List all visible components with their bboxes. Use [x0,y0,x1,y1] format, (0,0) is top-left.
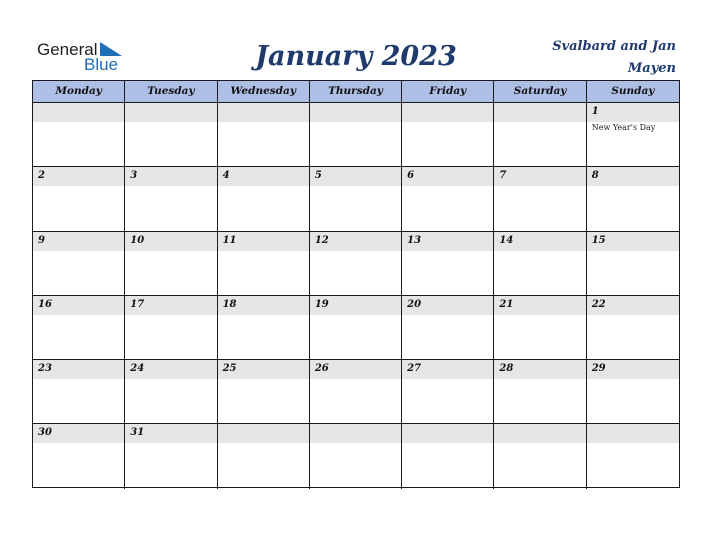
day-number: 30 [38,427,52,439]
day-number: 18 [222,298,237,310]
day-cell [33,424,125,488]
day-cell [587,232,679,295]
day-number: 17 [130,298,145,310]
day-cell [218,232,310,295]
day-cell [494,232,586,295]
day-cell [402,103,494,166]
day-cell [402,167,494,230]
page-title: January 2023 [255,41,457,72]
day-number: 5 [314,170,322,182]
day-number: 14 [499,234,514,246]
day-cell [310,296,402,359]
day-cell [33,360,125,423]
weekday-header-sunday: Sunday [611,85,655,97]
day-number: 19 [314,298,329,310]
day-number: 29 [591,363,606,375]
calendar-grid [32,80,680,488]
day-number: 31 [130,427,145,439]
day-cell [125,103,217,166]
logo-word-blue: Blue [84,55,119,74]
day-cell [33,232,125,295]
day-number: 15 [591,234,606,246]
day-number: 11 [222,234,237,246]
day-cell [218,360,310,423]
day-number: 25 [222,363,237,375]
day-number: 4 [222,170,230,182]
weekday-header-friday: Friday [402,81,494,102]
day-cell [494,296,586,359]
week-row [33,296,679,360]
weekday-header-monday: Monday [33,81,125,102]
day-cell [310,424,402,488]
day-cell [587,360,679,423]
day-cell [33,296,125,359]
day-cell [310,360,402,423]
day-number: 16 [38,298,52,310]
day-cell [402,424,494,488]
day-cell [218,103,310,166]
weekday-header-row [33,81,679,103]
day-cell [310,167,402,230]
weekday-header-tuesday: Tuesday [125,81,217,102]
day-number: 26 [314,363,329,375]
day-cell [33,167,125,230]
day-cell [587,167,679,230]
day-number: 22 [591,298,606,310]
weekday-header-saturday: Saturday [494,81,586,102]
week-row [33,103,679,167]
region-name: Svalbard and Jan Mayen [552,39,676,76]
day-cell [587,424,679,488]
day-cell [33,103,125,166]
day-number: 21 [499,298,514,310]
day-cell [310,103,402,166]
day-number: 8 [591,170,599,182]
day-cell [218,424,310,488]
day-number: 24 [130,363,145,375]
logo-word-general: General [37,40,98,59]
day-number: 7 [499,170,507,182]
day-number: 1 [591,106,599,117]
day-number: 6 [407,170,415,182]
day-cell [125,232,217,295]
day-cell [587,103,679,166]
day-cell [494,360,586,423]
day-cell [402,360,494,423]
day-cell [218,296,310,359]
day-cell [125,296,217,359]
day-number: 23 [38,363,52,375]
day-cell [125,360,217,423]
day-number: 10 [130,234,145,246]
day-cell [310,232,402,295]
day-number: 27 [407,363,422,375]
day-number: 2 [38,170,45,182]
day-cell [402,296,494,359]
day-cell [494,424,586,488]
week-row [33,424,679,488]
day-number: 28 [499,363,514,375]
day-cell [587,296,679,359]
day-number: 3 [130,170,138,182]
day-number: 9 [38,234,45,246]
day-cell [125,167,217,230]
day-number: 20 [407,298,422,310]
day-cell [494,167,586,230]
week-row [33,167,679,231]
holiday-label: New Year's Day [591,123,656,132]
day-number: 13 [407,234,422,246]
week-row [33,232,679,296]
day-cell [494,103,586,166]
day-cell [125,424,217,488]
day-cell [218,167,310,230]
weekday-header-thursday: Thursday [310,81,402,102]
day-number: 12 [314,234,329,246]
week-row [33,360,679,424]
day-cell [402,232,494,295]
weekday-header-wednesday: Wednesday [218,81,310,102]
